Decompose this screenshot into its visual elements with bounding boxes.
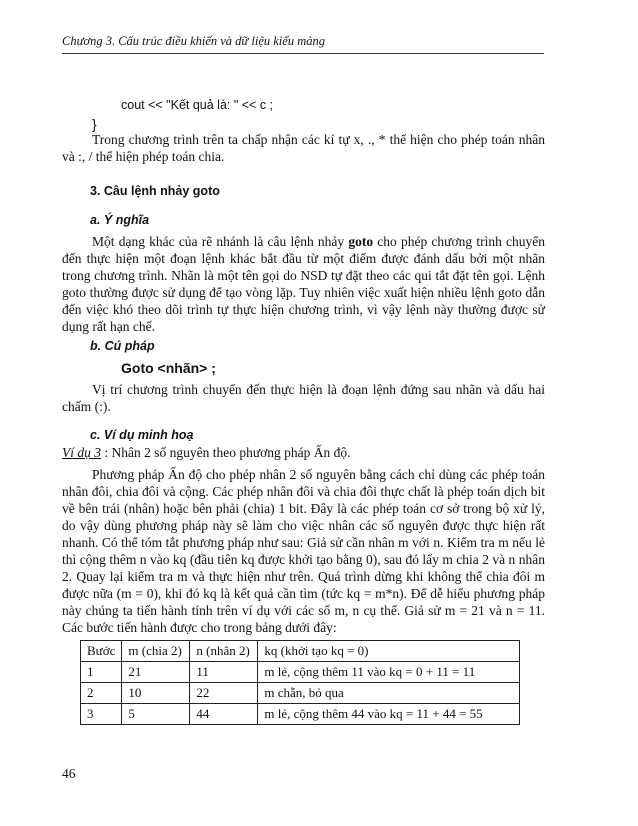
table-header-cell: Bước [81,641,122,662]
page-number: 46 [62,766,76,781]
subheading-example: c. Ví dụ minh hoạ [90,428,194,442]
section-heading-goto: 3. Câu lệnh nhảy goto [90,184,220,198]
syntax-paragraph: Vị trí chương trình chuyển đến thực hiện là đoạn lệnh đứng sau nhãn và dấu hai chấm (:). [62,382,545,414]
intro-paragraph: Trong chương trình trên ta chấp nhận các kí tự x, ., * thể hiện cho phép toán nhân và :, / thể hiện phép toán chia. [62,132,545,164]
goto-keyword: goto [348,234,374,249]
table-cell: 22 [190,683,258,704]
table-cell: 44 [190,704,258,725]
table-cell: m lẻ, cộng thêm 11 vào kq = 0 + 11 = 11 [258,662,520,683]
subheading-syntax: b. Cú pháp [90,339,155,353]
table-cell: m chẵn, bỏ qua [258,683,520,704]
table-cell: 5 [122,704,190,725]
table-cell: 21 [122,662,190,683]
table-row [81,704,520,725]
meaning-text-end: cho phép chương trình chuyển đến thực hiện một đoạn lệnh khác bắt đầu từ một điểm được đánh dấu bởi một nhãn trong chương trình. Nhãn là một tên gọi do NSD tự đặt theo các qui tắt đặt tên gọi. Lệnh goto thường được sử dụng để tạo vòng lặp. Tuy nhiên việc xuất hiện nhiều lệnh goto dẫn đến việc khó theo dõi trình tự thực hiện chương trình, vì vậy lệnh này thường được sử dụng rất hạn chế. [62,234,545,334]
example-title-text: : Nhân 2 số nguyên theo phương pháp Ấn độ. [101,445,351,460]
table-row [81,683,520,704]
code-cout-line: cout << "Kết quả là: " << c ; [121,98,274,112]
subheading-meaning: a. Ý nghĩa [90,213,150,227]
table-cell: 11 [190,662,258,683]
table-header-cell: kq (khởi tạo kq = 0) [258,641,520,662]
table-cell: 10 [122,683,190,704]
goto-syntax: Goto <nhãn> ; [121,360,216,376]
meaning-text-start: Một dạng khác của rẽ nhánh là câu lệnh nhảy [92,234,349,249]
example-title [62,444,545,461]
table-row [81,662,520,683]
table-header-cell: n (nhân 2) [190,641,258,662]
table-cell: 3 [81,704,122,725]
table-cell: 2 [81,683,122,704]
code-closing-brace: } [92,116,97,132]
meaning-paragraph [62,233,545,335]
table-cell: 1 [81,662,122,683]
steps-table [80,640,520,725]
header-divider [62,53,544,54]
table-header-cell: m (chia 2) [122,641,190,662]
table-cell: m lẻ, cộng thêm 44 vào kq = 11 + 44 = 55 [258,704,520,725]
example-label: Ví dụ 3 [62,445,101,460]
example-paragraph: Phương pháp Ấn độ cho phép nhân 2 số nguyên bằng cách chỉ dùng các phép toán nhân đôi, chia đôi và cộng. Các phép nhân đôi và chia đôi thực chất là phép toán dịch bit về bên trái (nhân) hoặc bên phải (chia) 1 bit. Đây là các phép toán cơ sở trong bộ xử lý, do vậy dùng phương pháp này sẽ làm cho việc nhân các số nguyên được thực hiện rất nhanh. Có thể tóm tắt phương pháp như sau: Giả sử cần nhân m với n. Kiểm tra m nếu lẻ thì cộng thêm n vào kq (đầu tiên kq được khởi tạo bằng 0), sau đó lấy m chia 2 và n nhân 2. Quay lại kiểm tra m và thực hiện như trên. Quá trình dừng khi không thể chia đôi m được nữa (m = 0), khi đó kq là kết quả cần tìm (tức kq = m*n). Để dễ hiểu phương pháp này chúng ta tiến hành tính trên ví dụ với các số m, n cụ thể. Giả sử m = 21 và n = 11. Các bước tiến hành được cho trong bảng dưới đây: [62,467,545,635]
chapter-header: Chương 3. Cấu trúc điều khiển và dữ liệu kiểu mảng [62,34,325,48]
table-header-row [81,641,520,662]
